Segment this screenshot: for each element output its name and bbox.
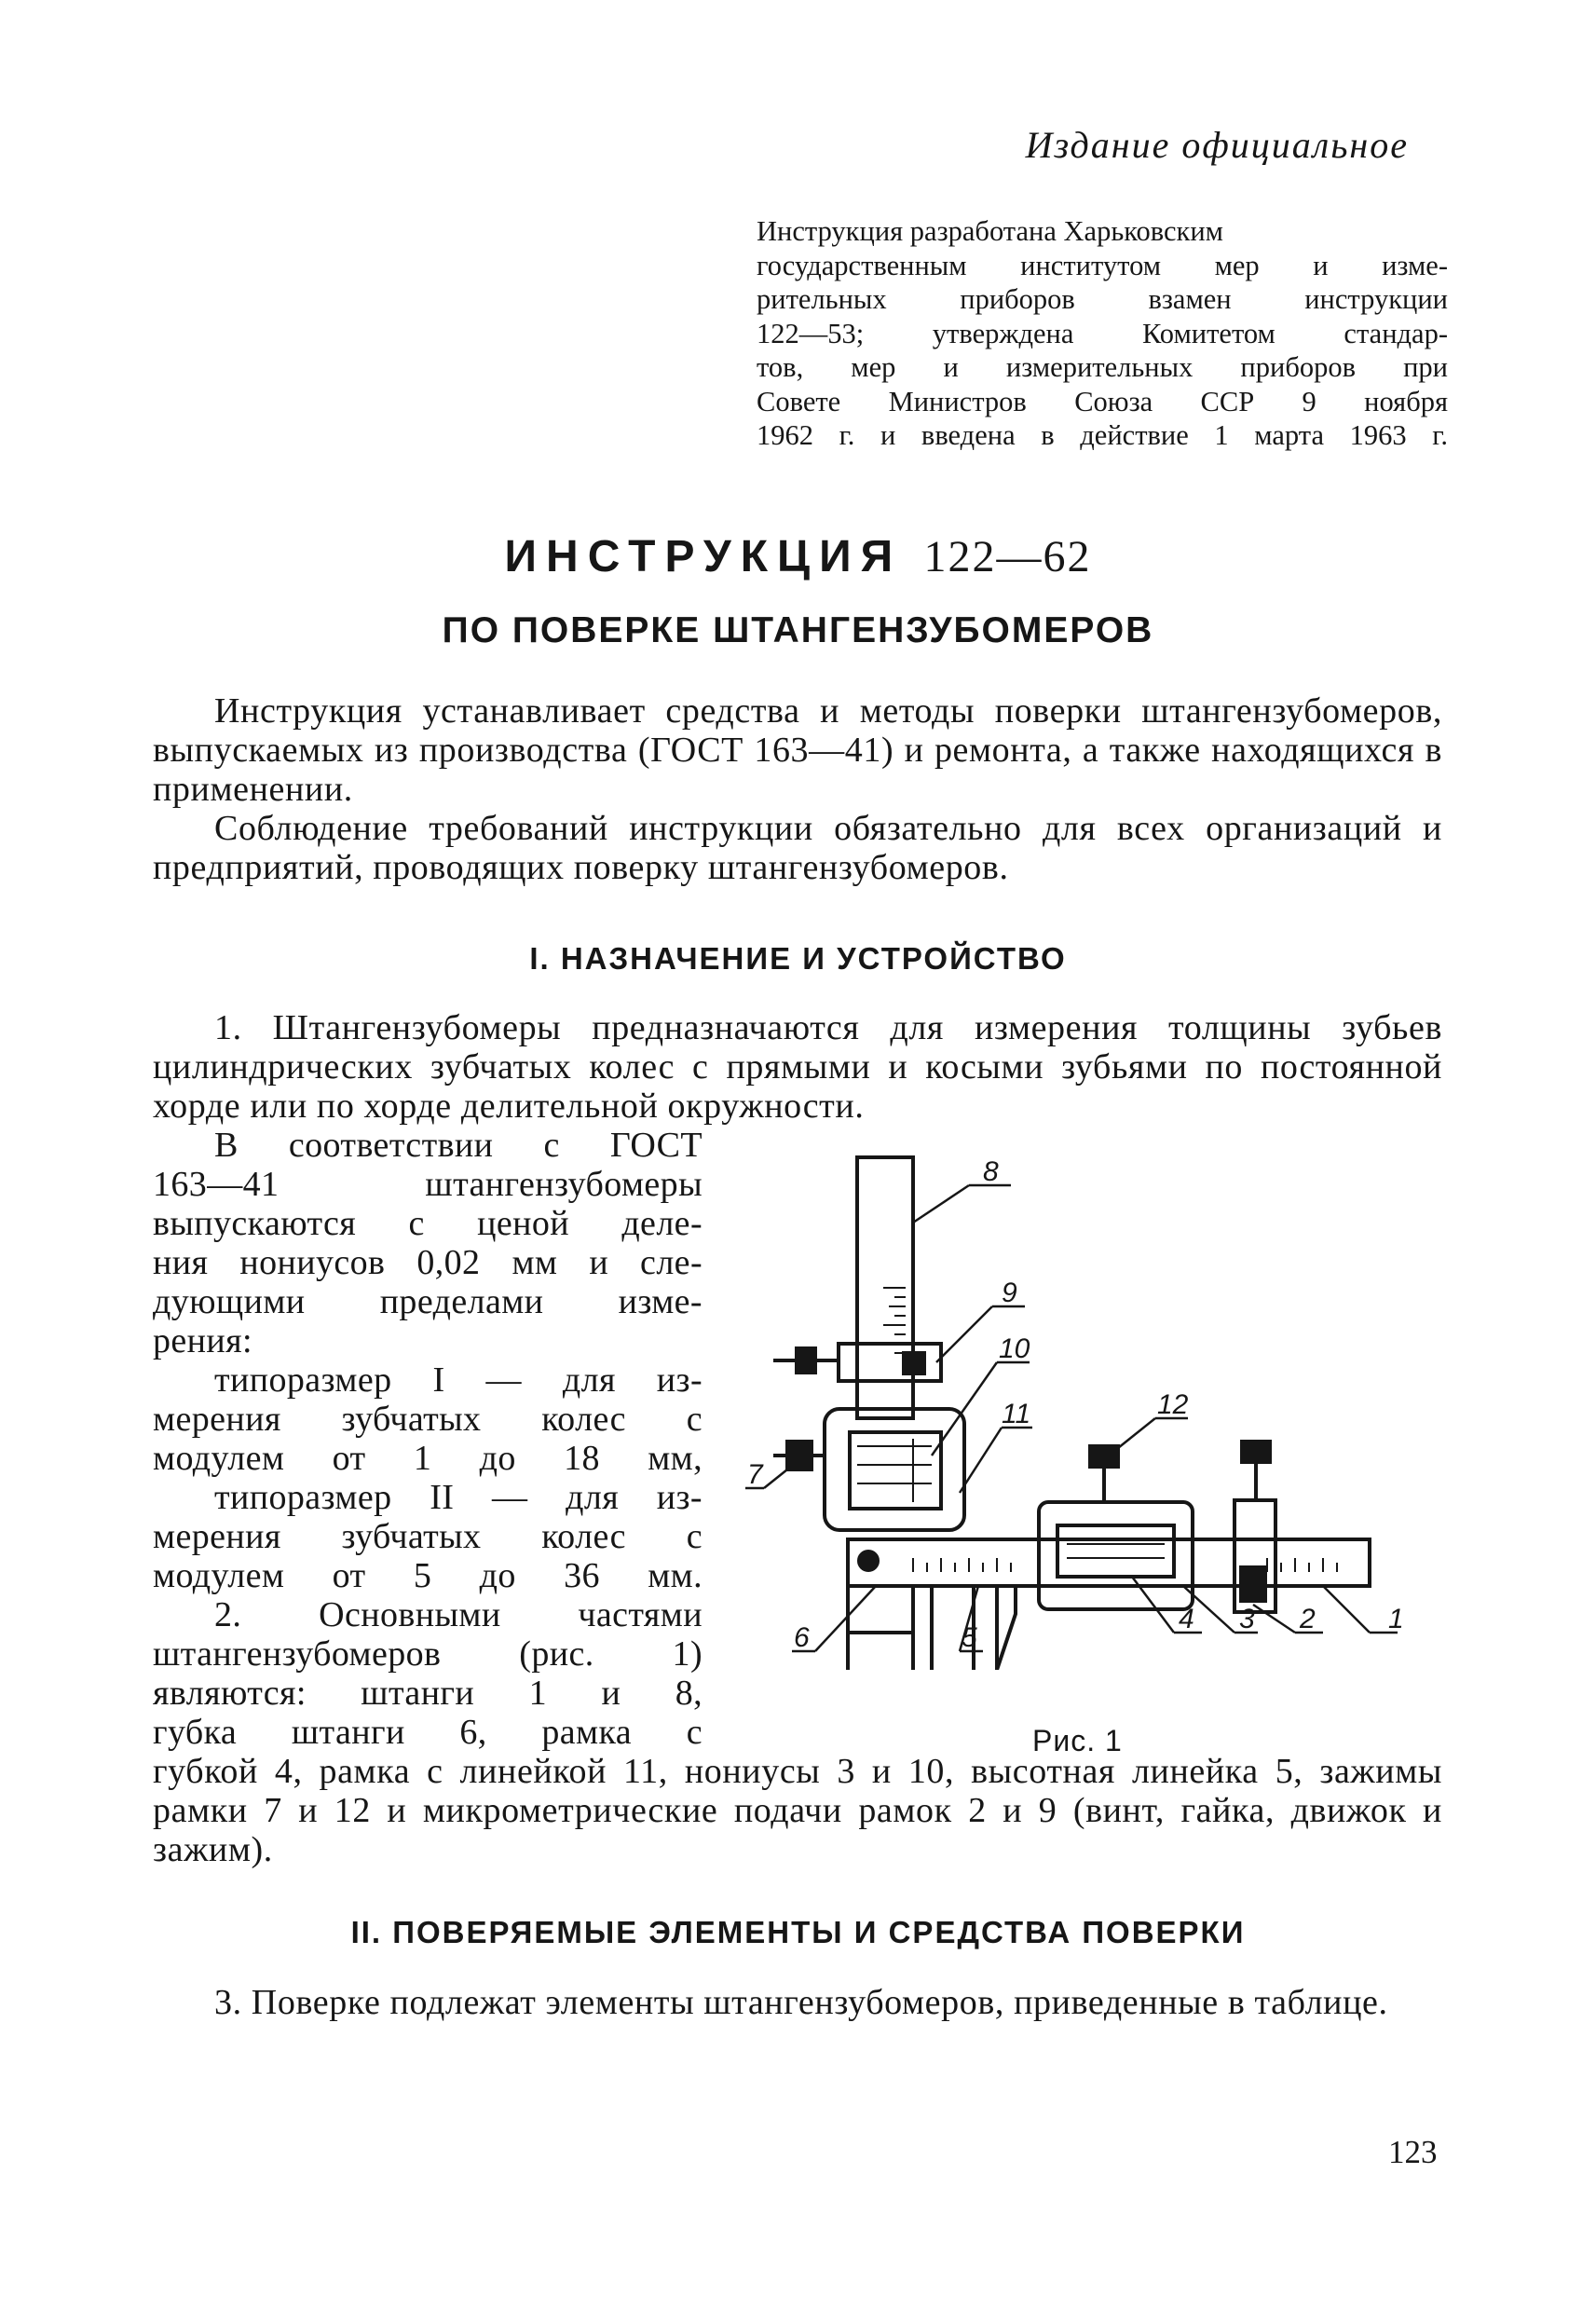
left-line: мерения зубчатых колес с — [153, 1517, 703, 1556]
left-line: дующими пределами изме- — [153, 1282, 703, 1321]
section-2-heading: II. ПОВЕРЯЕМЫЕ ЭЛЕМЕНТЫ И СРЕДСТВА ПОВЕРКИ — [350, 1915, 1246, 1949]
left-line: являются: штанги 1 и 8, — [153, 1674, 703, 1713]
intro-paragraph-1 — [153, 691, 1442, 809]
figure-label-3: 3 — [1239, 1604, 1255, 1634]
figure-label-8: 8 — [983, 1156, 999, 1187]
figure-label-5: 5 — [962, 1622, 977, 1653]
figure-label-9: 9 — [1002, 1278, 1017, 1308]
note-line: Совете Министров Союза ССР 9 ноября — [757, 385, 1448, 417]
item-1-paragraph — [153, 1008, 1442, 1126]
figure-label-4: 4 — [1179, 1604, 1194, 1634]
development-note — [757, 214, 1448, 453]
left-line: мерения зубчатых колес с — [153, 1400, 703, 1439]
figure-label-2: 2 — [1300, 1604, 1316, 1634]
left-line: модулем от 1 до 18 мм, — [153, 1439, 703, 1478]
note-line: рительных приборов взамен инструкции — [757, 283, 1448, 315]
figure-label-12: 12 — [1157, 1389, 1189, 1420]
left-column-text — [153, 1126, 703, 1752]
left-line: ния нониусов 0,02 мм и сле- — [153, 1243, 703, 1282]
title-number: 122—62 — [923, 532, 1092, 581]
left-line: 163—41 штангензубомеры — [153, 1165, 703, 1204]
note-line: 1962 г. и введена в действие 1 марта 1963 г. — [757, 419, 1448, 451]
note-line: 122—53; утверждена Комитетом стандар- — [757, 317, 1448, 349]
note-line: тов, мер и измерительных приборов при — [757, 351, 1448, 383]
item-2-continuation: губкой 4, рамка с линейкой 11, нониусы 3 и 10, высотная линейка 5, зажимы рамки 7 и 12 и микрометрические подачи рамок 2 и 9 (винт, гайка, движок и зажим). — [153, 1752, 1442, 1869]
item-1-text: 1. Штангензубомеры предназначаются для измерения толщины зубьев цилиндрических зубчатых колес с прямыми и косыми зубьями по постоянной хорде или по хорде делительной окружности. — [153, 1008, 1442, 1126]
section-1-heading: I. НАЗНАЧЕНИЕ И УСТРОЙСТВО — [529, 941, 1067, 976]
note-line: Инструкция разработана Харьковским — [757, 215, 1223, 247]
left-line: В соответствии с ГОСТ — [214, 1126, 703, 1165]
edition-label: Издание официальное — [1025, 124, 1409, 166]
document-title — [0, 531, 1596, 582]
intro-paragraph-2 — [153, 809, 1442, 887]
page-number: 123 — [1388, 2134, 1438, 2170]
left-line: губка штанги 6, рамка с — [153, 1713, 703, 1752]
left-line: типоразмер I — для из- — [214, 1360, 703, 1400]
figure-label-1: 1 — [1388, 1604, 1404, 1634]
figure-label-10: 10 — [999, 1333, 1030, 1364]
left-line: штангензубомеров (рис. 1) — [153, 1634, 703, 1674]
figure-label-6: 6 — [794, 1622, 810, 1653]
left-line: 2. Основными частями — [214, 1595, 703, 1634]
document-subtitle: ПО ПОВЕРКЕ ШТАНГЕНЗУБОМЕРОВ — [442, 610, 1154, 650]
intro-text-2: Соблюдение требований инструкции обязательно для всех организаций и предприятий, проводящих поверку штангензубомеров. — [153, 809, 1442, 887]
note-line: государственным институтом мер и изме- — [757, 249, 1448, 281]
item-3-text: 3. Поверке подлежат элементы штангензубомеров, приведенные в таблице. — [214, 1983, 1388, 2022]
figure-label-11: 11 — [1002, 1399, 1031, 1429]
intro-text-1: Инструкция устанавливает средства и методы поверки штангензубомеров, выпускаемых из производства (ГОСТ 163—41) и ремонта, а также находящихся в применении. — [153, 691, 1442, 809]
title-word: ИНСТРУКЦИЯ — [504, 532, 903, 581]
left-line: модулем от 5 до 36 мм. — [153, 1556, 703, 1595]
left-line: выпускаются с ценой деле- — [153, 1204, 703, 1243]
left-line: типоразмер II — для из- — [214, 1478, 703, 1517]
figure-caption: Рис. 1 — [1032, 1724, 1123, 1757]
left-line: рения: — [153, 1321, 252, 1360]
item-3-paragraph — [153, 1983, 1442, 2022]
figure-label-7: 7 — [747, 1459, 763, 1490]
figure-gear-caliper — [745, 1148, 1416, 1670]
